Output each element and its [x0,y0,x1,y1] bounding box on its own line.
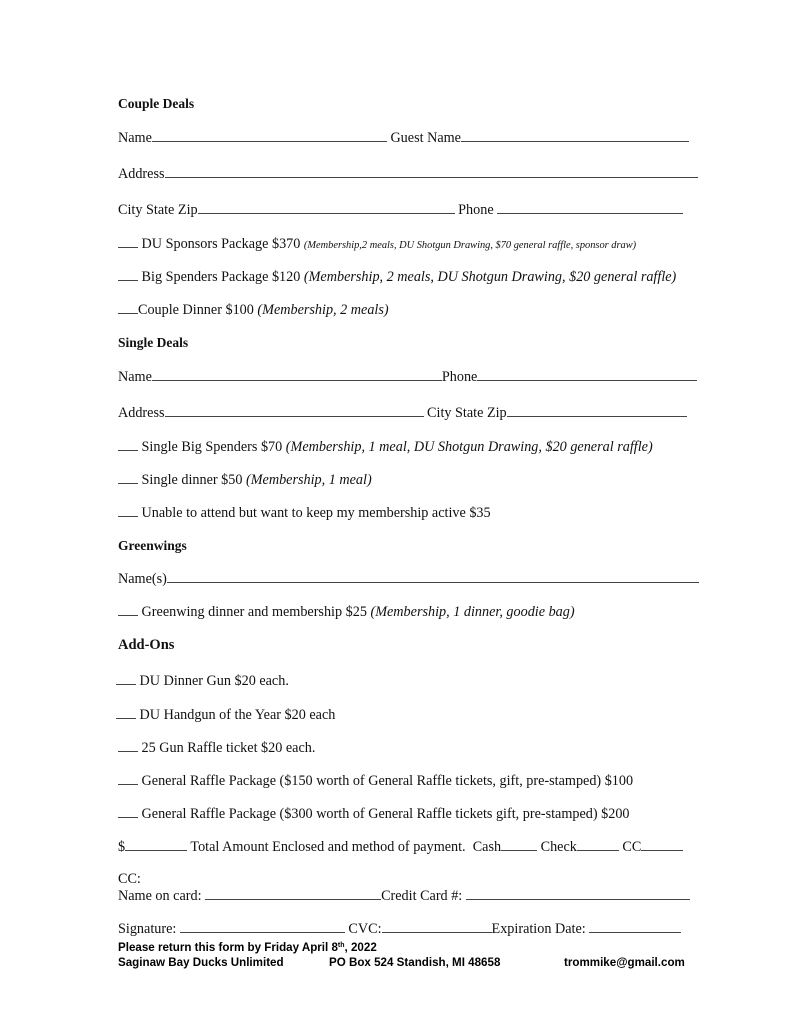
expiration-label: Expiration Date: [491,921,586,937]
return-notice-year: , 2022 [344,941,377,954]
couple-guest-field[interactable] [461,128,689,142]
couple-address-row [118,164,698,183]
single-city-label: City State Zip [427,405,507,421]
couple-item-sponsors [118,234,636,255]
cc-name-row [118,886,690,905]
addons-heading: Add-Ons [118,637,175,653]
couple-name-field[interactable] [152,128,387,142]
greenwings-item [118,602,575,621]
addon-dinner-gun-check[interactable] [116,671,136,685]
single-item-membership-only-check[interactable] [118,503,138,517]
addon-dinner-gun [116,671,289,690]
addon-handgun-check[interactable] [116,705,136,719]
item-label: Big Spenders Package $120 [141,269,301,285]
addon-25-gun-raffle-check[interactable] [118,738,138,752]
cvc-label: CVC: [348,921,382,937]
card-number-field[interactable] [466,886,690,900]
single-phone-label: Phone [441,369,478,385]
couple-address-label: Address [118,166,165,182]
single-item-dinner-check[interactable] [118,470,138,484]
addon-handgun [116,705,335,724]
single-address-row [118,403,687,422]
couple-phone-label: Phone [458,202,494,218]
single-name-field[interactable] [152,367,442,381]
payment-total-row [118,837,683,856]
couple-phone-field[interactable] [497,200,683,214]
expiration-field[interactable] [589,919,681,933]
signature-label: Signature: [118,921,177,937]
greenwings-names-row [118,569,699,588]
item-label: Greenwing dinner and membership $25 [141,604,367,620]
name-on-card-label: Name on card: [118,888,202,904]
couple-city-label: City State Zip [118,202,198,218]
signature-field[interactable] [180,919,345,933]
org-email[interactable]: trommike@gmail.com [564,956,685,969]
single-item-dinner [118,470,372,489]
item-detail: (Membership, 1 meal) [245,472,372,488]
return-notice-sup: th [337,942,345,949]
footer-contact [118,956,702,970]
card-number-label: Credit Card #: [381,888,463,904]
single-deals-heading: Single Deals [118,335,189,350]
cc-field[interactable] [641,837,683,851]
single-name-label: Name [118,369,152,385]
signature-row [118,919,681,938]
org-address: PO Box 524 Standish, MI 48658 [329,956,501,969]
couple-name-row [118,128,689,147]
cvc-field[interactable] [382,919,492,933]
item-label: Unable to attend but want to keep my membership active $35 [141,505,491,521]
single-name-row [118,367,697,386]
couple-item-dinner [118,300,389,319]
name-on-card-field[interactable] [205,886,381,900]
dollar-sign: $ [118,839,126,855]
couple-deals-heading: Couple Deals [118,96,195,111]
couple-address-field[interactable] [165,164,698,178]
greenwings-item-check[interactable] [118,602,138,616]
addon-raffle-150-check[interactable] [118,771,138,785]
cash-field[interactable] [501,837,537,851]
single-address-label: Address [118,405,165,421]
couple-guest-label: Guest Name [390,130,461,146]
item-label: DU Sponsors Package $370 [141,236,301,252]
item-label: Couple Dinner $100 [138,302,254,318]
cc-heading: CC: [118,871,141,887]
couple-item-big-spenders [118,267,676,286]
item-label: DU Handgun of the Year $20 each [139,707,336,723]
single-item-big-spenders-check[interactable] [118,437,138,451]
single-phone-field[interactable] [477,367,697,381]
greenwings-heading: Greenwings [118,538,187,553]
addon-raffle-150 [118,771,633,790]
addon-25-gun-raffle [118,738,315,757]
return-notice-text: Please return this form by Friday April 8 [118,941,338,954]
couple-city-row [118,200,683,219]
couple-city-field[interactable] [198,200,455,214]
item-detail: (Membership, 2 meals, DU Shotgun Drawing, $20 general raffle) [303,269,677,285]
single-item-membership-only [118,503,491,522]
item-label: General Raffle Package ($300 worth of General Raffle tickets gift, pre-stamped) $200 [141,806,630,822]
item-label: 25 Gun Raffle ticket $20 each. [141,740,316,756]
couple-item-sponsors-check[interactable] [118,234,138,248]
item-label: DU Dinner Gun $20 each. [139,673,289,689]
addon-raffle-300-check[interactable] [118,804,138,818]
check-field[interactable] [577,837,619,851]
org-name: Saginaw Bay Ducks Unlimited [118,956,284,969]
addon-raffle-300 [118,804,630,823]
item-label: Single dinner $50 [141,472,243,488]
single-address-field[interactable] [165,403,424,417]
couple-name-label: Name [118,130,152,146]
cc-label: CC [622,839,642,855]
return-notice [118,939,377,955]
item-label: General Raffle Package ($150 worth of General Raffle tickets, gift, pre-stamped) $100 [141,773,634,789]
check-label: Check [540,839,577,855]
item-detail: (Membership, 2 meals) [257,302,389,318]
item-detail: (Membership, 1 dinner, goodie bag) [370,604,575,620]
couple-item-dinner-check[interactable] [118,300,138,314]
item-detail: (Membership,2 meals, DU Shotgun Drawing, $70 general raffle, sponsor draw) [303,240,637,251]
greenwings-names-field[interactable] [167,569,699,583]
total-label: Total Amount Enclosed and method of payment. [190,839,466,855]
single-city-field[interactable] [507,403,687,417]
greenwings-names-label: Name(s) [118,571,167,587]
total-amount-field[interactable] [125,837,187,851]
item-detail: (Membership, 1 meal, DU Shotgun Drawing, $20 general raffle) [285,439,653,455]
cash-label: Cash [472,839,502,855]
item-label: Single Big Spenders $70 [141,439,283,455]
couple-item-big-spenders-check[interactable] [118,267,138,281]
single-item-big-spenders [118,437,653,456]
